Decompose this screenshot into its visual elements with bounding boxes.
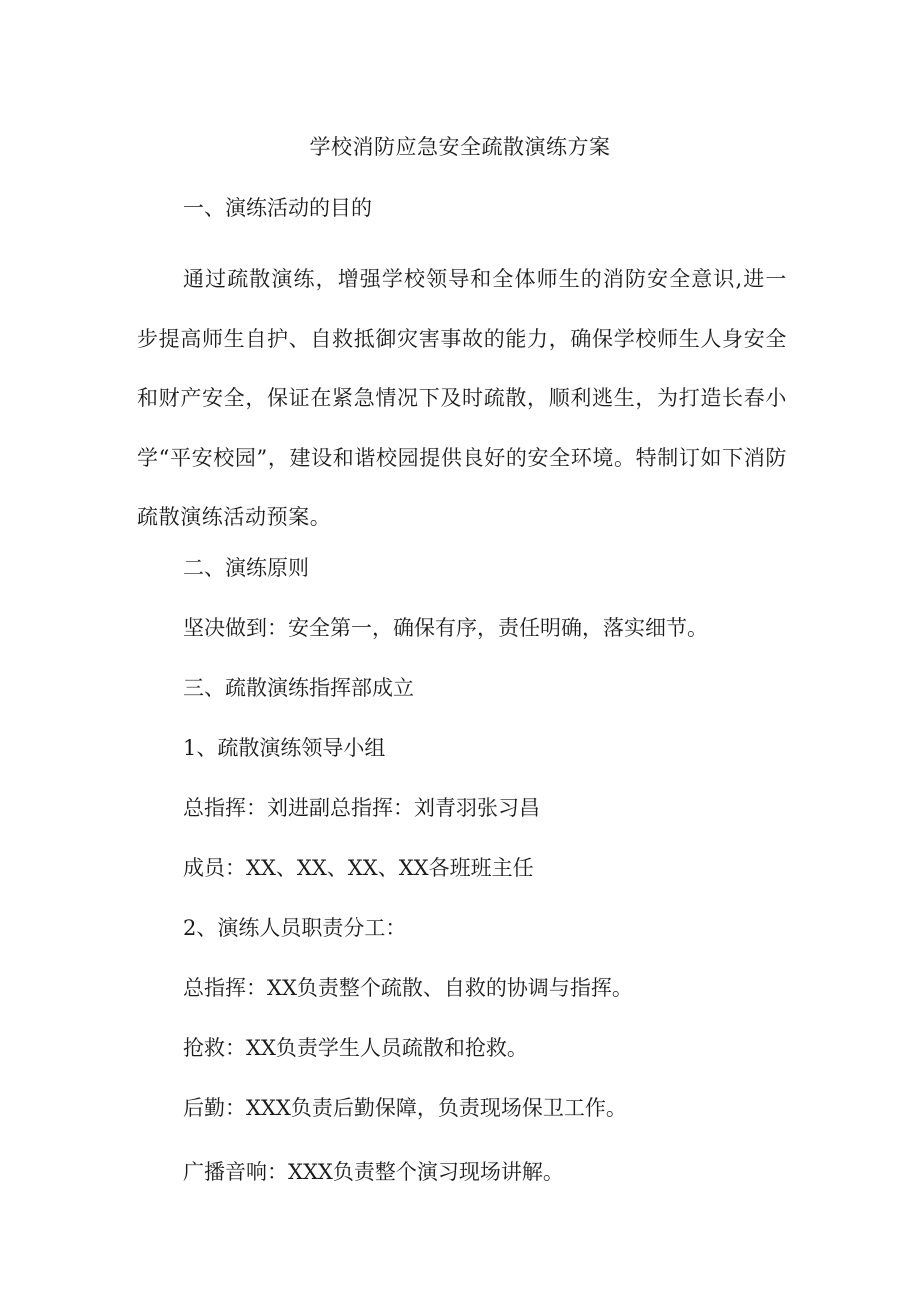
duty-logistics: 后勤：XXX负责后勤保障，负责现场保卫工作。 (183, 1096, 627, 1120)
section3-heading: 三、疏散演练指挥部成立 (183, 676, 414, 700)
sub2-heading: 2、演练人员职责分工： (183, 916, 407, 940)
members-line: 成员：XX、XX、XX、XX各班班主任 (183, 856, 534, 880)
section1-body: 通过疏散演练，增强学校领导和全体师生的消防安全意识,进一步提高师生自护、自救抵御灾害事故的能力，确保学校师生人身安全和财产安全，保证在紧急情况下及时疏散，顺利逃生，为打造长春小学“平安校园”，建设和谐校园提供良好的安全环境。特制订如下消防疏散演练活动预案。 (137, 267, 787, 529)
duty-rescue: 抢救：XX负责学生人员疏散和抢救。 (183, 1036, 528, 1060)
section1-heading: 一、演练活动的目的 (183, 196, 372, 220)
commander-line: 总指挥：刘进副总指挥：刘青羽张习昌 (183, 796, 540, 820)
document-title: 学校消防应急安全疏散演练方案 (309, 135, 611, 159)
section2-heading: 二、演练原则 (183, 556, 309, 580)
section2-body: 坚决做到：安全第一，确保有序，责任明确，落实细节。 (183, 616, 708, 640)
sub1-heading: 1、疏散演练领导小组 (183, 736, 386, 760)
duty-commander: 总指挥：XX负责整个疏散、自救的协调与指挥。 (183, 976, 633, 1000)
duty-broadcast: 广播音响：XXX负责整个演习现场讲解。 (183, 1160, 564, 1184)
